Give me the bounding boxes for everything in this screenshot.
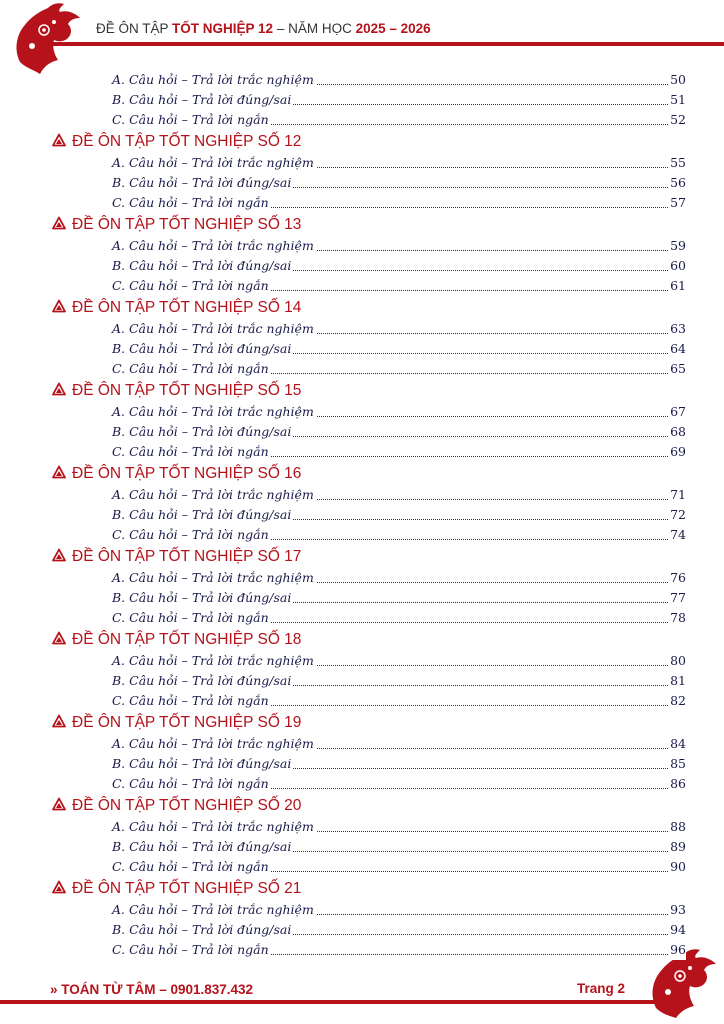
toc-entry-label: B. Câu hỏi – Trả lời đúng/sai (112, 837, 293, 857)
toc-entry-page: 65 (668, 359, 686, 379)
toc-entry-page: 59 (668, 236, 686, 256)
toc-entry-label: C. Câu hỏi – Trả lời ngắn (112, 940, 271, 960)
toc-entry-label: B. Câu hỏi – Trả lời đúng/sai (112, 90, 293, 110)
toc-entry-page: 89 (668, 837, 686, 857)
toc-section-title: ĐỀ ÔN TẬP TỐT NGHIỆP SỐ 12 (72, 133, 302, 150)
toc-entry[interactable] (112, 236, 686, 256)
header-prefix: ĐỀ ÔN TẬP (96, 21, 173, 36)
toc-entry-page: 94 (668, 920, 686, 940)
toc-entry-label: B. Câu hỏi – Trả lời đúng/sai (112, 920, 293, 940)
toc-entry-page: 55 (668, 153, 686, 173)
toc-entry-label: A. Câu hỏi – Trả lời trắc nghiệm (112, 900, 316, 920)
toc-entry[interactable] (112, 70, 686, 90)
toc-entry-page: 88 (668, 817, 686, 837)
toc-entry-page: 68 (668, 422, 686, 442)
toc-entry-page: 96 (668, 940, 686, 960)
toc-entry-page: 63 (668, 319, 686, 339)
toc-entry-label: A. Câu hỏi – Trả lời trắc nghiệm (112, 568, 316, 588)
toc-entry-label: C. Câu hỏi – Trả lời ngắn (112, 442, 271, 462)
toc-section-title: ĐỀ ÔN TẬP TỐT NGHIỆP SỐ 14 (72, 299, 302, 316)
toc-entry[interactable] (112, 817, 686, 837)
toc-section-title: ĐỀ ÔN TẬP TỐT NGHIỆP SỐ 17 (72, 548, 302, 565)
toc-entry[interactable] (112, 525, 686, 545)
toc-entry-page: 52 (668, 110, 686, 130)
toc-entry[interactable] (112, 734, 686, 754)
header-middle: – NĂM HỌC (273, 21, 356, 36)
toc-entry-label: B. Câu hỏi – Trả lời đúng/sai (112, 505, 293, 525)
toc-section-heading[interactable] (52, 795, 724, 817)
toc-entry-label: A. Câu hỏi – Trả lời trắc nghiệm (112, 402, 316, 422)
triangle-outline-icon (52, 465, 66, 479)
toc-entry-label: C. Câu hỏi – Trả lời ngắn (112, 276, 271, 296)
toc-entry[interactable] (112, 173, 686, 193)
toc-entry-label: B. Câu hỏi – Trả lời đúng/sai (112, 754, 293, 774)
triangle-outline-icon (52, 133, 66, 147)
toc-entry-page: 84 (668, 734, 686, 754)
toc-entry-page: 51 (668, 90, 686, 110)
toc-section-heading[interactable] (52, 131, 724, 153)
toc-entry-label: C. Câu hỏi – Trả lời ngắn (112, 359, 271, 379)
toc-entry[interactable] (112, 422, 686, 442)
triangle-outline-icon (52, 631, 66, 645)
toc-entry[interactable] (112, 920, 686, 940)
toc-entry-page: 71 (668, 485, 686, 505)
toc-entry-label: C. Câu hỏi – Trả lời ngắn (112, 110, 271, 130)
toc-entry-page: 86 (668, 774, 686, 794)
toc-entry[interactable] (112, 940, 686, 960)
toc-entry-page: 80 (668, 651, 686, 671)
toc-entry-label: B. Câu hỏi – Trả lời đúng/sai (112, 588, 293, 608)
toc-section-heading[interactable] (52, 878, 724, 900)
toc-section-title: ĐỀ ÔN TẬP TỐT NGHIỆP SỐ 16 (72, 465, 302, 482)
triangle-outline-icon (52, 299, 66, 313)
toc-entry-label: A. Câu hỏi – Trả lời trắc nghiệm (112, 153, 316, 173)
toc-entry-label: C. Câu hỏi – Trả lời ngắn (112, 193, 271, 213)
toc-section-title: ĐỀ ÔN TẬP TỐT NGHIỆP SỐ 21 (72, 880, 302, 897)
toc-entry-page: 77 (668, 588, 686, 608)
toc-entry-page: 90 (668, 857, 686, 877)
toc-entry[interactable] (112, 651, 686, 671)
toc-entry[interactable] (112, 671, 686, 691)
toc-entry-label: C. Câu hỏi – Trả lời ngắn (112, 774, 271, 794)
header-title (96, 21, 431, 36)
toc-entry-label: A. Câu hỏi – Trả lời trắc nghiệm (112, 651, 316, 671)
toc-entry[interactable] (112, 754, 686, 774)
toc-entry[interactable] (112, 568, 686, 588)
header-rule (38, 42, 724, 46)
toc-section-heading[interactable] (52, 380, 724, 402)
toc-entry-page: 67 (668, 402, 686, 422)
toc-entry-page: 74 (668, 525, 686, 545)
toc-entry-label: B. Câu hỏi – Trả lời đúng/sai (112, 671, 293, 691)
toc-entry-label: A. Câu hỏi – Trả lời trắc nghiệm (112, 236, 316, 256)
toc-section-heading[interactable] (52, 463, 724, 485)
toc-section-heading[interactable] (52, 214, 724, 236)
toc-entry-page: 64 (668, 339, 686, 359)
toc-entry[interactable] (112, 193, 686, 213)
toc-entry-label: A. Câu hỏi – Trả lời trắc nghiệm (112, 319, 316, 339)
toc-entry[interactable] (112, 90, 686, 110)
toc-section-heading[interactable] (52, 629, 724, 651)
toc-entry-page: 57 (668, 193, 686, 213)
triangle-outline-icon (52, 548, 66, 562)
toc-section-heading[interactable] (52, 297, 724, 319)
toc-entry[interactable] (112, 588, 686, 608)
toc-entry-label: A. Câu hỏi – Trả lời trắc nghiệm (112, 485, 316, 505)
toc-entry[interactable] (112, 837, 686, 857)
toc-entry-label: A. Câu hỏi – Trả lời trắc nghiệm (112, 734, 316, 754)
toc-entry-label: C. Câu hỏi – Trả lời ngắn (112, 857, 271, 877)
toc-section-heading[interactable] (52, 712, 724, 734)
toc-entry-label: C. Câu hỏi – Trả lời ngắn (112, 525, 271, 545)
toc-entry-page: 81 (668, 671, 686, 691)
toc-section-title: ĐỀ ÔN TẬP TỐT NGHIỆP SỐ 18 (72, 631, 302, 648)
toc-entry-page: 72 (668, 505, 686, 525)
toc-entry[interactable] (112, 339, 686, 359)
footer-author: » TOÁN TỪ TÂM – 0901.837.432 (50, 982, 254, 997)
toc-entry[interactable] (112, 110, 686, 130)
toc-entry-label: C. Câu hỏi – Trả lời ngắn (112, 608, 271, 628)
toc-section-title: ĐỀ ÔN TẬP TỐT NGHIỆP SỐ 15 (72, 382, 302, 399)
toc-entry[interactable] (112, 442, 686, 462)
header-highlight: TỐT NGHIỆP 12 (172, 21, 274, 36)
toc-entry-page: 50 (668, 70, 686, 90)
triangle-outline-icon (52, 880, 66, 894)
toc-entry-page: 82 (668, 691, 686, 711)
toc-entry-page: 61 (668, 276, 686, 296)
toc-entry[interactable] (112, 505, 686, 525)
table-of-contents (0, 70, 724, 960)
toc-entry-label: A. Câu hỏi – Trả lời trắc nghiệm (112, 817, 316, 837)
toc-entry-page: 78 (668, 608, 686, 628)
toc-entry[interactable] (112, 774, 686, 794)
toc-entry[interactable] (112, 608, 686, 628)
toc-entry-label: A. Câu hỏi – Trả lời trắc nghiệm (112, 70, 316, 90)
header-year: 2025 – 2026 (355, 21, 431, 36)
toc-section-title: ĐỀ ÔN TẬP TỐT NGHIỆP SỐ 13 (72, 216, 302, 233)
toc-entry-label: B. Câu hỏi – Trả lời đúng/sai (112, 173, 293, 193)
triangle-outline-icon (52, 714, 66, 728)
toc-entry-page: 76 (668, 568, 686, 588)
toc-entry[interactable] (112, 319, 686, 339)
footer-page-number: Trang 2 (577, 981, 626, 996)
footer-rule (0, 1000, 684, 1004)
toc-entry[interactable] (112, 256, 686, 276)
toc-entry[interactable] (112, 485, 686, 505)
toc-entry-page: 60 (668, 256, 686, 276)
toc-section-title: ĐỀ ÔN TẬP TỐT NGHIỆP SỐ 20 (72, 797, 302, 814)
triangle-outline-icon (52, 216, 66, 230)
toc-entry-page: 85 (668, 754, 686, 774)
toc-entry-page: 56 (668, 173, 686, 193)
toc-section-heading[interactable] (52, 546, 724, 568)
toc-entry-label: B. Câu hỏi – Trả lời đúng/sai (112, 339, 293, 359)
toc-entry[interactable] (112, 691, 686, 711)
toc-entry-label: C. Câu hỏi – Trả lời ngắn (112, 691, 271, 711)
toc-entry[interactable] (112, 900, 686, 920)
toc-entry[interactable] (112, 359, 686, 379)
toc-entry-label: B. Câu hỏi – Trả lời đúng/sai (112, 422, 293, 442)
toc-entry-label: B. Câu hỏi – Trả lời đúng/sai (112, 256, 293, 276)
toc-entry[interactable] (112, 153, 686, 173)
toc-entry[interactable] (112, 276, 686, 296)
toc-section-title: ĐỀ ÔN TẬP TỐT NGHIỆP SỐ 19 (72, 714, 302, 731)
toc-entry-page: 69 (668, 442, 686, 462)
toc-entry-page: 93 (668, 900, 686, 920)
triangle-outline-icon (52, 382, 66, 396)
toc-entry[interactable] (112, 402, 686, 422)
triangle-outline-icon (52, 797, 66, 811)
toc-entry[interactable] (112, 857, 686, 877)
